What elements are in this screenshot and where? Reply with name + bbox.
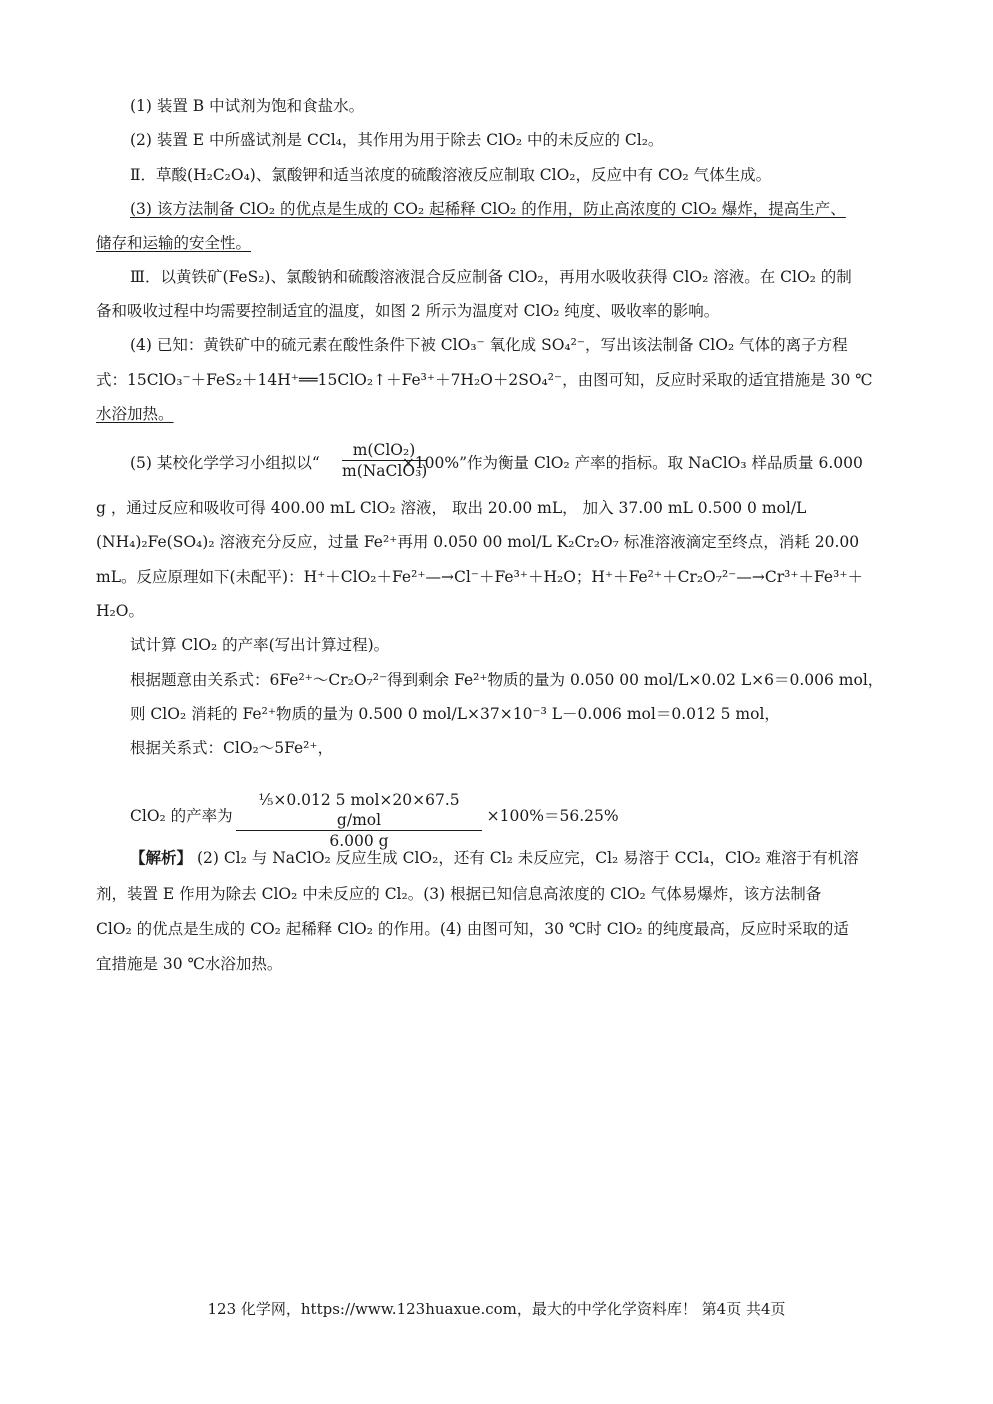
question-5-prefix: (5) 某校化学学习小组拟以“ (130, 454, 320, 472)
section-3-intro-line2: 备和吸收过程中均需要控制适宜的温度，如图 2 所示为温度对 ClO₂ 纯度、吸收率的影响。 (96, 302, 720, 320)
question-4-line1: (4) 已知：黄铁矿中的硫元素在酸性条件下被 ClO₃⁻ 氧化成 SO₄²⁻，写出该法制备 ClO₂ 气体的离子方程 (130, 336, 848, 354)
question-5-line2: g ，通过反应和吸收可得 400.00 mL ClO₂ 溶液， 取出 20.00 mL， 加入 37.00 mL 0.500 0 mol/L (96, 499, 807, 517)
calc-denominator: 6.000 g (329, 832, 389, 850)
calc-line2: 则 ClO₂ 消耗的 Fe²⁺物质的量为 0.500 0 mol/L×37×10⁻³ L－0.006 mol＝0.012 5 mol， (130, 705, 780, 723)
question-4-answer-end: 水浴加热。 (96, 405, 174, 423)
question-4-equation: 式：15ClO₃⁻＋FeS₂＋14H⁺══15ClO₂↑＋Fe³⁺＋7H₂O＋2SO₄²⁻，由图可知，反应时采取的适宜措施是 30 ℃ (96, 371, 873, 389)
question-5-task: 试计算 ClO₂ 的产率(写出计算过程)。 (130, 636, 390, 654)
question-5-line5: H₂O。 (96, 602, 144, 620)
fraction-numerator: m(ClO₂) (342, 440, 426, 461)
calc-line1: 根据题意由关系式：6Fe²⁺～Cr₂O₇²⁻得到剩余 Fe²⁺物质的量为 0.050 00 mol/L×0.02 L×6＝0.006 mol， (130, 671, 884, 689)
page-footer: 123 化学网，https://www.123huaxue.com，最大的中学化学资料库！ 第4页 共4页 (207, 1300, 786, 1318)
analysis-line4: 宜措施是 30 ℃水浴加热。 (96, 955, 283, 973)
calc-line3: 根据关系式：ClO₂～5Fe²⁺， (130, 739, 334, 757)
section-2-intro: Ⅱ．草酸(H₂C₂O₄)、氯酸钾和适当浓度的硫酸溶液反应制取 ClO₂，反应中有 CO₂ 气体生成。 (130, 166, 772, 184)
analysis-line3: ClO₂ 的优点是生成的 CO₂ 起稀释 ClO₂ 的作用。(4) 由图可知，30 ℃时 ClO₂ 的纯度最高，反应时采取的适 (96, 920, 849, 938)
question-5-line1 (130, 451, 898, 475)
analysis-line1 (130, 846, 898, 870)
analysis-line2: 剂，装置 E 作用为除去 ClO₂ 中未反应的 Cl₂。(3) 根据已知信息高浓度的 ClO₂ 气体易爆炸，该方法制备 (96, 885, 822, 903)
yield-ratio-fraction (342, 440, 426, 481)
result-suffix: ×100%＝56.25% (486, 807, 619, 825)
answer-1: (1) 装置 B 中试剂为饱和食盐水。 (130, 97, 365, 115)
fraction-denominator: m(NaClO₃) (342, 462, 428, 480)
analysis-text: (2) Cl₂ 与 NaClO₂ 反应生成 ClO₂，还有 Cl₂ 未反应完，Cl₂ 易溶于 CCl₄，ClO₂ 难溶于有机溶 (192, 849, 859, 867)
answer-2: (2) 装置 E 中所盛试剂是 CCl₄，其作用为用于除去 ClO₂ 中的未反应的 Cl₂。 (130, 131, 664, 149)
question-5-line4: mL。反应原理如下(未配平)：H⁺＋ClO₂＋Fe²⁺—→Cl⁻＋Fe³⁺＋H₂O；H⁺＋Fe²⁺＋Cr₂O₇²⁻—→Cr³⁺＋Fe³⁺＋ (96, 568, 863, 586)
question-5-line3: (NH₄)₂Fe(SO₄)₂ 溶液充分反应，过量 Fe²⁺再用 0.050 00 mol/L K₂Cr₂O₇ 标准溶液滴定至终点，消耗 20.00 (96, 533, 860, 551)
answer-3-line2: 储存和运输的安全性。 (96, 234, 252, 252)
calc-numerator: ⅕×0.012 5 mol×20×67.5 g/mol (236, 790, 482, 831)
yield-calc-fraction (236, 790, 482, 851)
result-prefix: ClO₂ 的产率为 (130, 807, 233, 825)
answer-3-line1: (3) 该方法制备 ClO₂ 的优点是生成的 CO₂ 起稀释 ClO₂ 的作用，防止高浓度的 ClO₂ 爆炸，提高生产、 (130, 200, 846, 218)
section-3-intro-line1: Ⅲ．以黄铁矿(FeS₂)、氯酸钠和硫酸溶液混合反应制备 ClO₂，再用水吸收获得 ClO₂ 溶液。在 ClO₂ 的制 (130, 268, 852, 286)
analysis-label: 【解析】 (130, 848, 193, 867)
question-5-suffix: ×100%”作为衡量 ClO₂ 产率的指标。取 NaClO₃ 样品质量 6.000 (401, 454, 863, 472)
